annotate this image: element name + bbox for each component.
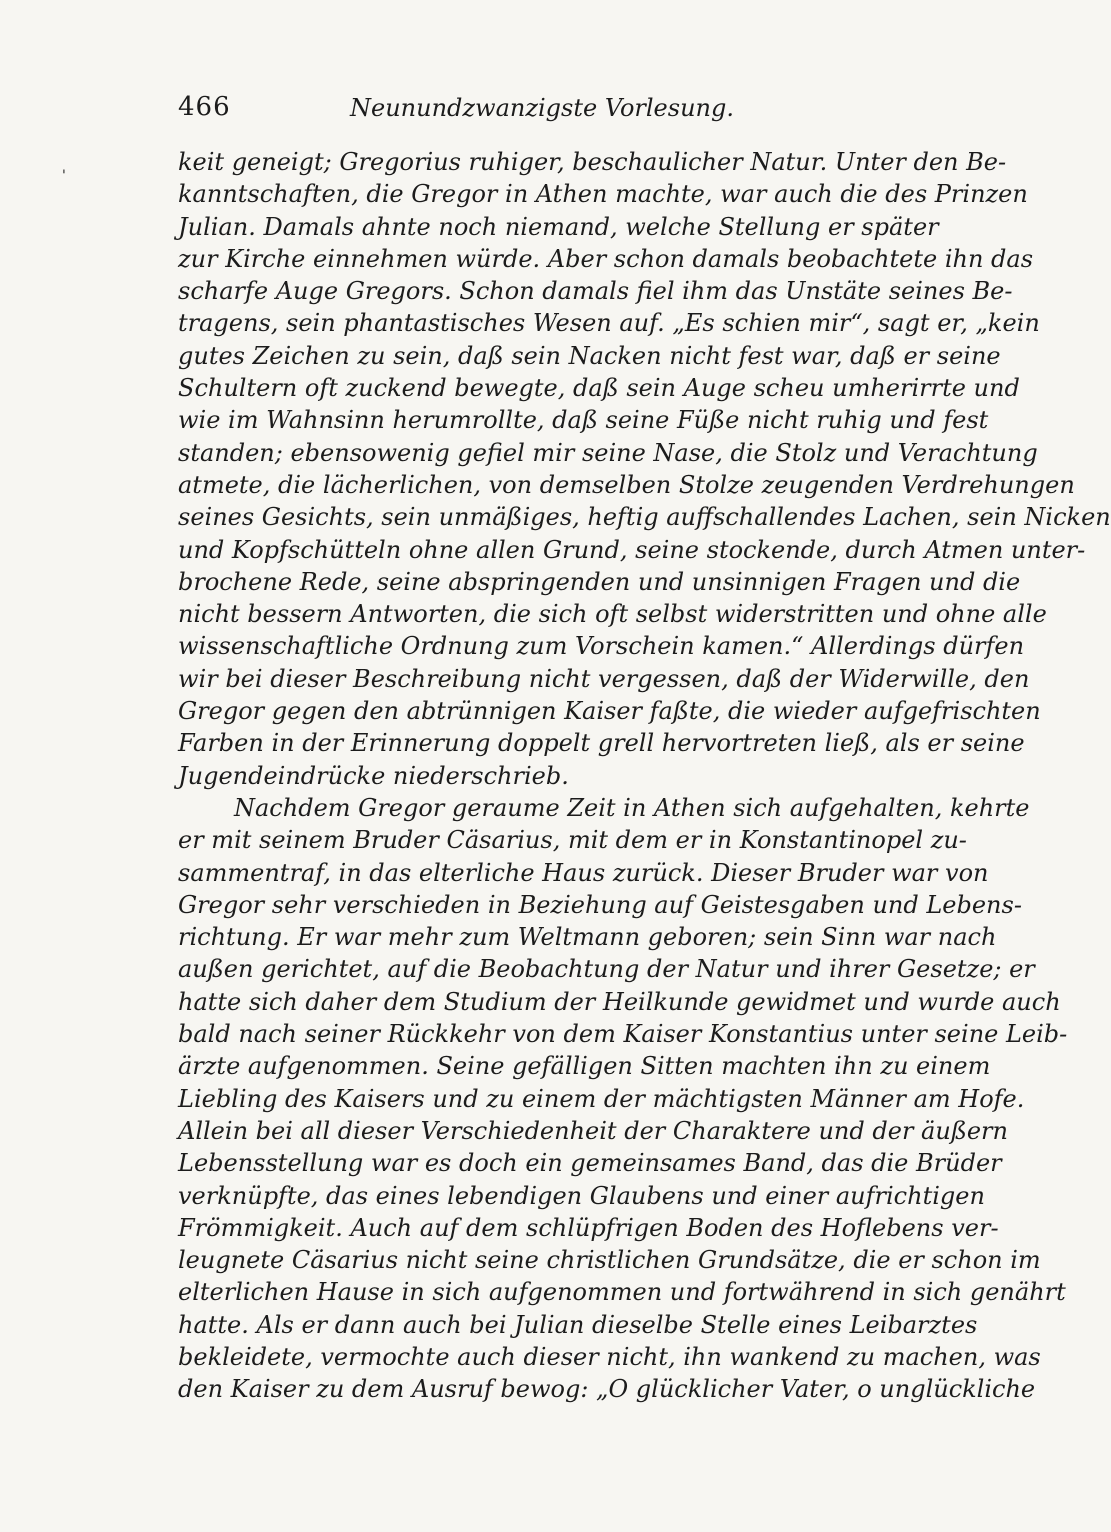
- text-line: wissenschaftliche Ordnung zum Vorschein kamen.“ Allerdings dürfen: [178, 632, 1025, 661]
- text-line: Julian. Damals ahnte noch niemand, welche Stellung er später: [178, 212, 939, 241]
- text-line: wie im Wahnsinn herumrollte, daß seine Füße nicht ruhig und fest: [178, 406, 989, 435]
- text-line: Farben in der Erinnerung doppelt grell hervortreten ließ, als er seine: [178, 729, 1025, 758]
- text-line: Jugendeindrücke niederschrieb.: [178, 761, 569, 790]
- text-line: leugnete Cäsarius nicht seine christlichen Grundsätze, die er schon im: [178, 1246, 1041, 1275]
- body-text: [178, 146, 1111, 1406]
- text-line: Gregor gegen den abtrünnigen Kaiser faßte, die wieder aufgefrischten: [178, 697, 1041, 726]
- page-number: 466: [178, 92, 231, 122]
- text-line: kanntschaften, die Gregor in Athen machte, war auch die des Prinzen: [178, 180, 1028, 209]
- text-line: außen gerichtet, auf die Beobachtung der Natur und ihrer Gesetze; er: [178, 955, 1035, 984]
- text-line: Nachdem Gregor geraume Zeit in Athen sich aufgehalten, kehrte: [234, 793, 1030, 822]
- text-line: ärzte aufgenommen. Seine gefälligen Sitten machten ihn zu einem: [178, 1052, 991, 1081]
- text-line: hatte. Als er dann auch bei Julian dieselbe Stelle eines Leibarztes: [178, 1310, 978, 1339]
- text-line: seines Gesichts, sein unmäßiges, heftig auffschallendes Lachen, sein Nicken: [178, 503, 1111, 532]
- text-line: verknüpfte, das eines lebendigen Glaubens und einer aufrichtigen: [178, 1181, 985, 1210]
- text-line: bald nach seiner Rückkehr von dem Kaiser Konstantius unter seine Leib-: [178, 1020, 1068, 1049]
- text-line: den Kaiser zu dem Ausruf bewog: „O glücklicher Vater, o unglückliche: [178, 1375, 1036, 1404]
- text-line: er mit seinem Bruder Cäsarius, mit dem er in Konstantinopel zu-: [178, 826, 967, 855]
- margin-mark: ': [62, 168, 66, 184]
- text-line: Liebling des Kaisers und zu einem der mächtigsten Männer am Hofe.: [178, 1084, 1025, 1113]
- text-line: gutes Zeichen zu sein, daß sein Nacken nicht fest war, daß er seine: [178, 341, 1001, 370]
- text-line: standen; ebensowenig gefiel mir seine Nase, die Stolz und Verachtung: [178, 438, 1038, 467]
- text-line: Frömmigkeit. Auch auf dem schlüpfrigen Boden des Hoflebens ver-: [178, 1213, 999, 1242]
- text-line: keit geneigt; Gregorius ruhiger, beschaulicher Natur. Unter den Be-: [178, 148, 1007, 176]
- text-line: Schultern oft zuckend bewegte, daß sein Auge scheu umherirrte und: [178, 374, 1020, 403]
- text-line: Lebensstellung war es doch ein gemeinsames Band, das die Brüder: [178, 1149, 1002, 1178]
- text-line: Allein bei all dieser Verschiedenheit der Charaktere und der äußern: [178, 1116, 1008, 1145]
- page-header: [178, 92, 906, 132]
- text-line: Gregor sehr verschieden in Beziehung auf Geistesgaben und Lebens-: [178, 890, 1022, 919]
- text-line: richtung. Er war mehr zum Weltmann geboren; sein Sinn war nach: [178, 923, 997, 952]
- text-line: hatte sich daher dem Studium der Heilkunde gewidmet und wurde auch: [178, 987, 1061, 1016]
- text-line: brochene Rede, seine abspringenden und unsinnigen Fragen und die: [178, 567, 1021, 596]
- text-line: sammentraf, in das elterliche Haus zurück. Dieser Bruder war von: [178, 858, 989, 887]
- text-line: bekleidete, vermochte auch dieser nicht, ihn wankend zu machen, was: [178, 1342, 1041, 1371]
- text-line: scharfe Auge Gregors. Schon damals fiel ihm das Unstäte seines Be-: [178, 277, 1013, 306]
- running-head: Neunundzwanzigste Vorlesung.: [350, 94, 734, 122]
- text-line: zur Kirche einnehmen würde. Aber schon damals beobachtete ihn das: [178, 244, 1034, 273]
- text-line: atmete, die lächerlichen, von demselben Stolze zeugenden Verdrehungen: [178, 470, 1075, 499]
- text-line: nicht bessern Antworten, die sich oft selbst widerstritten und ohne alle: [178, 600, 1047, 629]
- text-line: wir bei dieser Beschreibung nicht vergessen, daß der Widerwille, den: [178, 664, 1030, 693]
- text-line: und Kopfschütteln ohne allen Grund, seine stockende, durch Atmen unter-: [178, 535, 1086, 564]
- text-line: elterlichen Hause in sich aufgenommen und fortwährend in sich genährt: [178, 1278, 1066, 1307]
- text-line: tragens, sein phantastisches Wesen auf. „Es schien mir“, sagt er, „kein: [178, 309, 1040, 338]
